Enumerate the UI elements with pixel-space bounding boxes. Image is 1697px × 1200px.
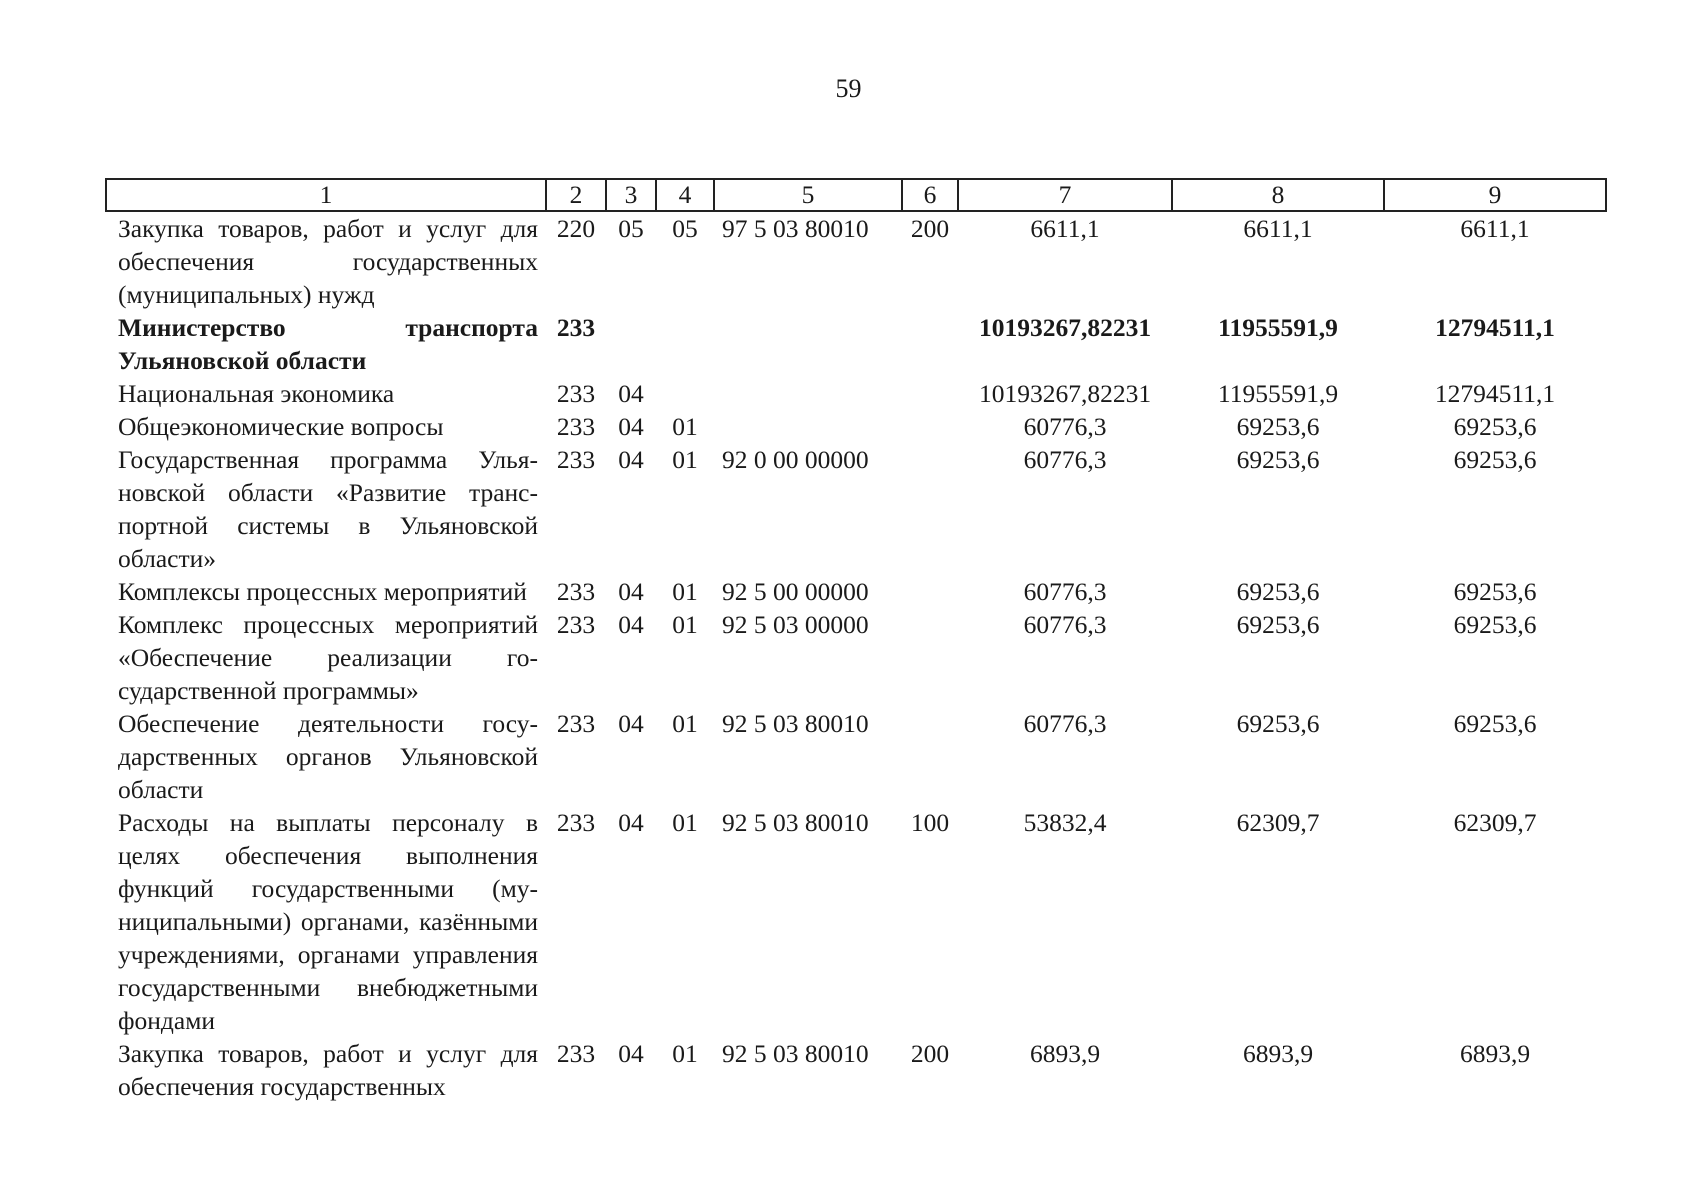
row-amount-col9: 12794511,1 bbox=[1434, 379, 1556, 408]
row-admin-code: 233 bbox=[556, 1039, 596, 1068]
row-amount-col9: 69253,6 bbox=[1453, 412, 1537, 441]
row-amount-col8: 69253,6 bbox=[1236, 445, 1320, 474]
row-expense-type bbox=[902, 377, 958, 410]
header-col-2: 2 bbox=[546, 179, 606, 211]
row-admin-code: 233 bbox=[556, 577, 596, 606]
row-section: 04 bbox=[618, 577, 644, 606]
row-section: 04 bbox=[618, 445, 644, 474]
row-section: 04 bbox=[618, 412, 644, 441]
row-section: 04 bbox=[618, 709, 644, 738]
row-admin-code: 233 bbox=[556, 313, 596, 342]
row-amount-col8: 11955591,9 bbox=[1217, 379, 1339, 408]
budget-table-container bbox=[105, 178, 1605, 1103]
row-amount-col8: 69253,6 bbox=[1236, 412, 1320, 441]
row-section: 05 bbox=[618, 214, 644, 243]
row-admin-code: 233 bbox=[556, 709, 596, 738]
row-name: Обеспечение деятельности государственных органов Ульяновской области bbox=[118, 709, 538, 804]
row-section: 04 bbox=[618, 808, 644, 837]
header-col-4: 4 bbox=[656, 179, 714, 211]
row-target-article bbox=[714, 410, 902, 443]
row-admin-code: 233 bbox=[556, 379, 596, 408]
header-col-7: 7 bbox=[958, 179, 1172, 211]
row-target-article: 92 5 03 00000 bbox=[722, 610, 869, 639]
row-name: Общеэкономические вопросы bbox=[118, 412, 444, 441]
row-name: Расходы на выплаты персоналу в целях обеспечения выполнения функций государственными (муниципальными) органами, казёнными учреждениями, органами управления государственными внебюджетными фондами bbox=[118, 808, 538, 1035]
row-target-article bbox=[714, 377, 902, 410]
header-col-1: 1 bbox=[106, 179, 546, 211]
row-amount-col8: 69253,6 bbox=[1236, 577, 1320, 606]
row-expense-type bbox=[902, 311, 958, 377]
row-amount-col9: 62309,7 bbox=[1453, 808, 1537, 837]
table-row bbox=[106, 211, 1606, 311]
table-header bbox=[106, 179, 1606, 211]
row-expense-type bbox=[902, 608, 958, 707]
row-amount-col7: 53832,4 bbox=[1023, 808, 1107, 837]
row-amount-col7: 60776,3 bbox=[1023, 709, 1107, 738]
row-amount-col7: 60776,3 bbox=[1023, 445, 1107, 474]
row-expense-type: 200 bbox=[910, 1039, 950, 1068]
row-amount-col8: 62309,7 bbox=[1236, 808, 1320, 837]
row-admin-code: 233 bbox=[556, 445, 596, 474]
table-row bbox=[106, 311, 1606, 377]
row-amount-col9: 69253,6 bbox=[1453, 610, 1537, 639]
row-section: 04 bbox=[618, 610, 644, 639]
row-admin-code: 220 bbox=[556, 214, 596, 243]
row-admin-code: 233 bbox=[556, 610, 596, 639]
table-row bbox=[106, 443, 1606, 575]
row-subsection: 01 bbox=[672, 610, 698, 639]
row-target-article: 92 5 03 80010 bbox=[722, 808, 869, 837]
page-number: 59 bbox=[835, 74, 862, 103]
row-subsection bbox=[656, 311, 714, 377]
row-expense-type bbox=[902, 410, 958, 443]
row-admin-code: 233 bbox=[556, 808, 596, 837]
row-amount-col7: 10193267,82231 bbox=[978, 313, 1152, 342]
row-subsection: 01 bbox=[672, 577, 698, 606]
budget-table bbox=[105, 178, 1607, 1103]
row-expense-type: 200 bbox=[910, 214, 950, 243]
row-name: Государственная программа Ульяновской области «Развитие транспортной системы в Ульяновской области» bbox=[118, 445, 538, 573]
row-subsection: 05 bbox=[672, 214, 698, 243]
row-amount-col7: 6611,1 bbox=[1030, 214, 1100, 243]
table-row bbox=[106, 707, 1606, 806]
table-row bbox=[106, 575, 1606, 608]
table-row bbox=[106, 1037, 1606, 1103]
row-name: Комплексы процессных мероприятий bbox=[118, 577, 527, 606]
row-amount-col9: 6893,9 bbox=[1459, 1039, 1531, 1068]
row-target-article bbox=[714, 311, 902, 377]
row-target-article: 92 0 00 00000 bbox=[722, 445, 869, 474]
table-row bbox=[106, 410, 1606, 443]
row-subsection: 01 bbox=[672, 412, 698, 441]
row-expense-type bbox=[902, 707, 958, 806]
header-col-8: 8 bbox=[1172, 179, 1384, 211]
row-subsection bbox=[656, 377, 714, 410]
row-section: 04 bbox=[618, 1039, 644, 1068]
row-subsection: 01 bbox=[672, 709, 698, 738]
header-col-6: 6 bbox=[902, 179, 958, 211]
row-amount-col7: 60776,3 bbox=[1023, 412, 1107, 441]
row-name: Закупка товаров, работ и услуг для обеспечения государственных bbox=[118, 1039, 538, 1101]
row-amount-col8: 69253,6 bbox=[1236, 610, 1320, 639]
row-name: Национальная экономика bbox=[118, 379, 395, 408]
row-amount-col8: 69253,6 bbox=[1236, 709, 1320, 738]
row-expense-type bbox=[902, 443, 958, 575]
row-amount-col8: 6893,9 bbox=[1242, 1039, 1314, 1068]
row-amount-col7: 60776,3 bbox=[1023, 610, 1107, 639]
row-amount-col9: 69253,6 bbox=[1453, 709, 1537, 738]
row-target-article: 92 5 00 00000 bbox=[722, 577, 869, 606]
table-body bbox=[106, 211, 1606, 1103]
header-col-9: 9 bbox=[1384, 179, 1606, 211]
row-section: 04 bbox=[618, 379, 644, 408]
row-amount-col9: 69253,6 bbox=[1453, 445, 1537, 474]
row-amount-col8: 6611,1 bbox=[1243, 214, 1313, 243]
row-subsection: 01 bbox=[672, 808, 698, 837]
table-row bbox=[106, 806, 1606, 1037]
row-subsection: 01 bbox=[672, 445, 698, 474]
row-name: Комплекс процессных мероприятий «Обеспечение реализации государственной программы» bbox=[118, 610, 538, 705]
row-section bbox=[606, 311, 656, 377]
row-amount-col7: 10193267,82231 bbox=[978, 379, 1152, 408]
row-name: Закупка товаров, работ и услуг для обеспечения государственных (муниципальных) нужд bbox=[118, 214, 538, 309]
row-target-article: 97 5 03 80010 bbox=[722, 214, 869, 243]
row-amount-col8: 11955591,9 bbox=[1218, 313, 1338, 342]
row-amount-col9: 6611,1 bbox=[1460, 214, 1530, 243]
row-amount-col7: 60776,3 bbox=[1023, 577, 1107, 606]
row-target-article: 92 5 03 80010 bbox=[722, 1039, 869, 1068]
row-amount-col9: 12794511,1 bbox=[1435, 313, 1555, 342]
row-expense-type bbox=[902, 575, 958, 608]
header-col-3: 3 bbox=[606, 179, 656, 211]
row-subsection: 01 bbox=[672, 1039, 698, 1068]
row-target-article: 92 5 03 80010 bbox=[722, 709, 869, 738]
header-row bbox=[106, 179, 1606, 211]
table-row bbox=[106, 377, 1606, 410]
row-expense-type: 100 bbox=[910, 808, 950, 837]
header-col-5: 5 bbox=[714, 179, 902, 211]
row-amount-col7: 6893,9 bbox=[1029, 1039, 1101, 1068]
row-admin-code: 233 bbox=[556, 412, 596, 441]
row-amount-col9: 69253,6 bbox=[1453, 577, 1537, 606]
table-row bbox=[106, 608, 1606, 707]
row-name: Министерство транспорта Ульяновской области bbox=[118, 313, 538, 375]
